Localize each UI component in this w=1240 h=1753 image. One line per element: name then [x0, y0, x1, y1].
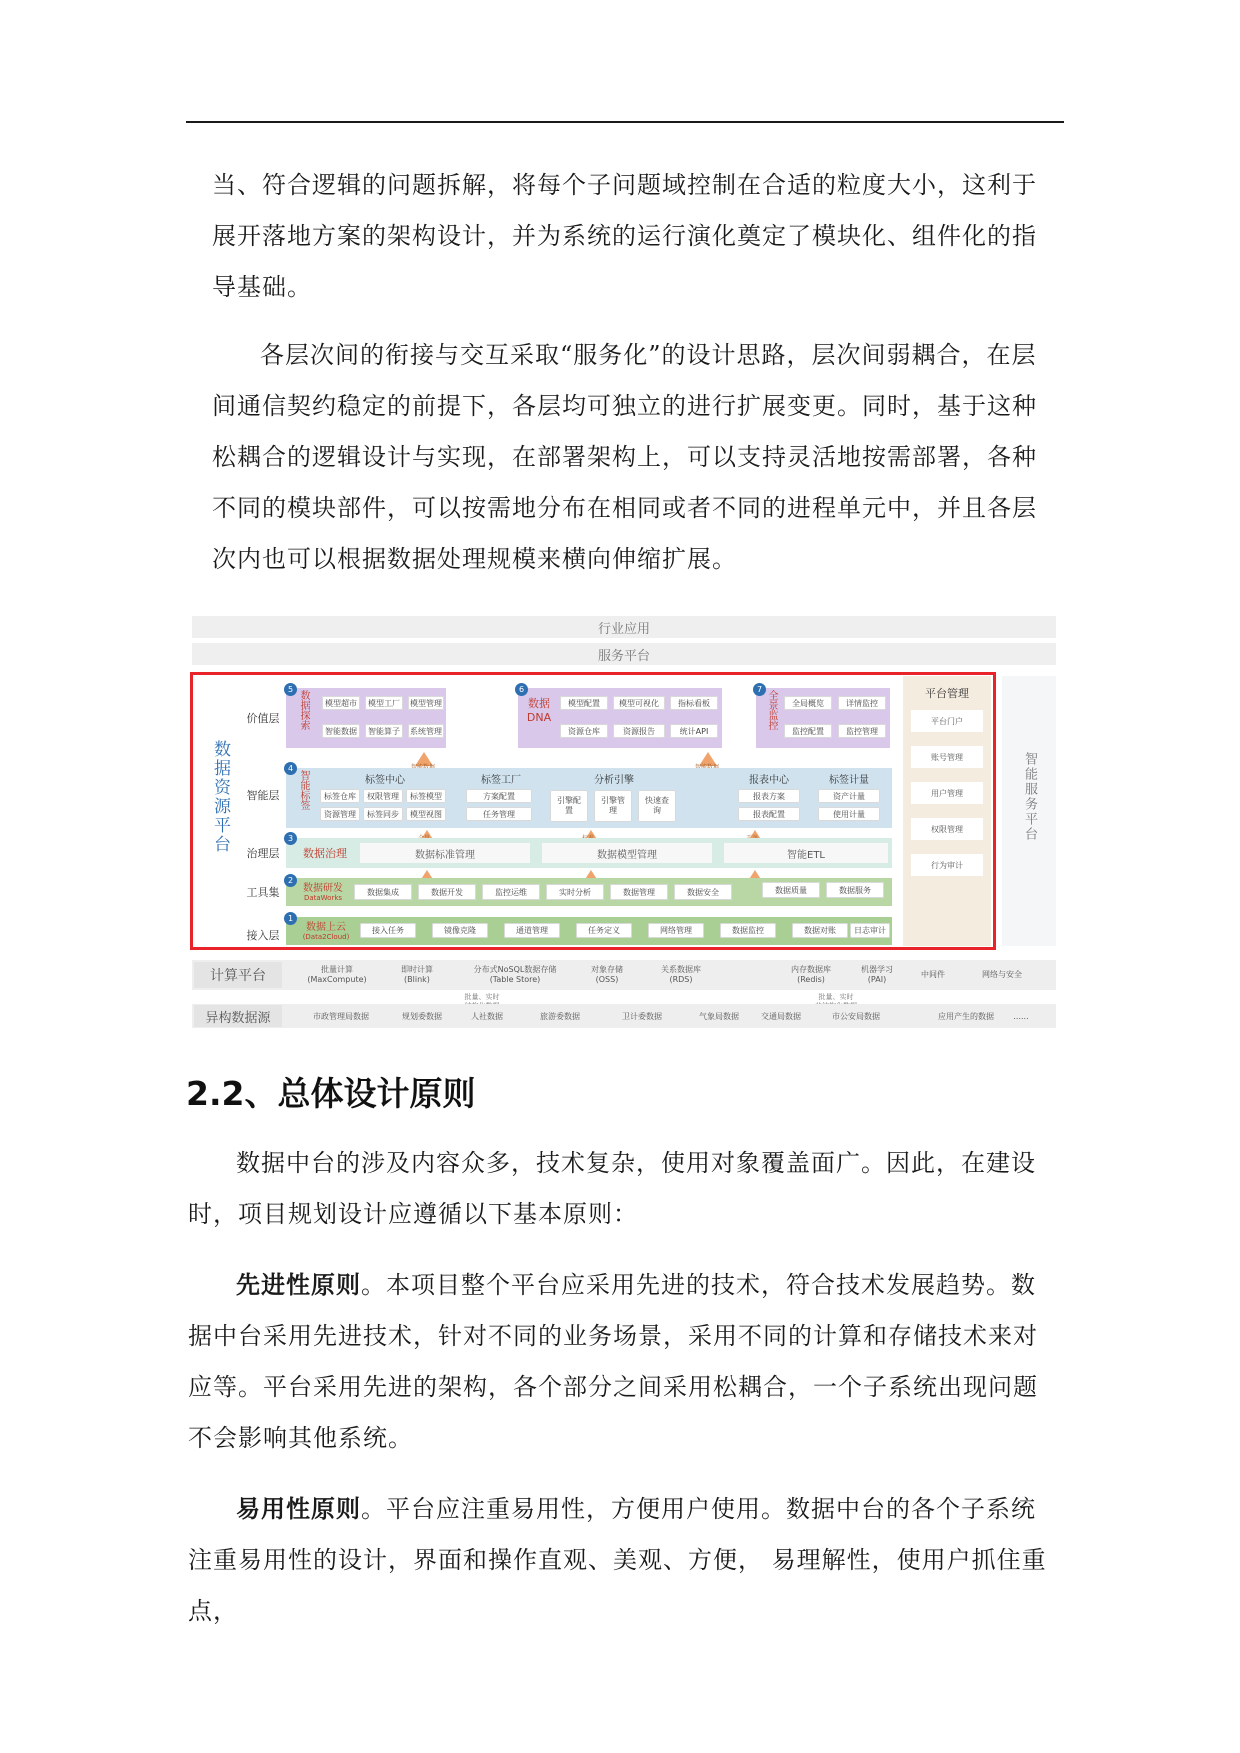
dna-title-1: 数据 [528, 697, 550, 710]
section-intro-text: 数据中台的涉及内容众多，技术复杂，使用对象覆盖面广。因此，在建设时，项目规划设计应遵循以下基本原则： [188, 1149, 1036, 1228]
explore-item: 智能算子 [365, 724, 403, 738]
tag-group-title: 标签计量 [829, 775, 869, 785]
tag-group-item: 权限管理 [363, 789, 403, 803]
paragraph-2 [212, 330, 1052, 585]
platform-mgmt-item: 权限管理 [911, 818, 983, 840]
monitor-item: 监控管理 [838, 724, 886, 738]
number-badge-3: 3 [284, 832, 297, 845]
architecture-diagram [190, 612, 1056, 1030]
principle-usability [188, 1484, 1056, 1637]
compute-item [576, 962, 638, 988]
platform-mgmt-item: 账号管理 [911, 746, 983, 768]
number-badge-1: 1 [284, 912, 297, 925]
compute-item-name: 批量计算 [321, 965, 353, 974]
data-cloud-item: 数据对账 [792, 923, 848, 938]
compute-platform-label: 计算平台 [194, 962, 282, 988]
dna-item: 统计API [670, 724, 718, 738]
layer-label-value: 价值层 [246, 712, 280, 725]
tag-group-item: 引擎配置 [550, 790, 588, 822]
layer-label-access: 接入层 [246, 929, 280, 942]
header-rule [186, 121, 1064, 123]
compute-item-product: (Redis) [797, 975, 825, 984]
data-dev-item: 数据质量 [762, 882, 820, 898]
source-item: 应用产生的数据 [938, 1011, 994, 1021]
source-item: 市公安局数据 [832, 1011, 880, 1021]
data-cloud-item: 日志审计 [850, 923, 890, 938]
platform-mgmt-title: 平台管理 [925, 687, 969, 700]
tag-group-title: 标签中心 [365, 775, 405, 785]
explore-item: 模型工厂 [365, 696, 403, 710]
tag-group-item: 模型视图 [406, 807, 446, 821]
dna-item: 模型可视化 [613, 696, 665, 710]
layer-label-gov: 治理层 [246, 847, 280, 860]
compute-item-name: 分布式NoSQL数据存储 [473, 965, 557, 974]
tag-group-item: 快速查询 [638, 790, 676, 822]
data-dev-item: 数据集成 [354, 884, 412, 900]
compute-item-product: (Blink) [404, 975, 430, 984]
governance-item: 智能ETL [724, 843, 888, 863]
data-dev-title: 数据研发 [303, 883, 343, 893]
data-cloud-subtitle: (Data2Cloud) [302, 933, 350, 941]
principle-usability-title: 易用性原则 [236, 1495, 361, 1523]
tag-group-item: 标签同步 [363, 807, 403, 821]
platform-mgmt-item: 平台门户 [911, 710, 983, 732]
tag-group-item: 标签仓库 [320, 789, 360, 803]
governance-item: 数据标准管理 [360, 843, 530, 863]
compute-item: 中间件 [921, 970, 945, 979]
number-badge-7: 7 [753, 683, 766, 696]
principle-advanced-title: 先进性原则 [236, 1271, 361, 1299]
source-item: 卫计委数据 [622, 1011, 662, 1021]
data-platform-label: 数据资源平台 [210, 740, 230, 854]
tag-group-item: 使用计量 [818, 807, 880, 821]
smart-service-label: 智能服务平台 [1022, 752, 1037, 842]
tag-group-title: 报表中心 [749, 775, 789, 785]
source-item: 规划委数据 [402, 1011, 442, 1021]
compute-item [646, 962, 716, 988]
dna-item: 资源仓库 [560, 724, 608, 738]
number-badge-2: 2 [284, 874, 297, 887]
data-dev-item: 监控运维 [482, 884, 540, 900]
section-title: 2.2、总体设计原则 [186, 1074, 476, 1113]
compute-item-name: 即时计算 [401, 965, 433, 974]
principle-advanced-text: 。本项目整个平台应采用先进的技术，符合技术发展趋势。数据中台采用先进技术，针对不同的业务场景，采用不同的计算和存储技术来对应等。平台采用先进的架构，各个部分之间采用松耦合，一个子系统出现问题不会影响其他系统。 [188, 1271, 1038, 1452]
compute-item [386, 962, 448, 988]
tag-group-item: 标签模型 [406, 789, 446, 803]
data-cloud-item: 接入任务 [360, 923, 416, 938]
dna-item: 指标看板 [670, 696, 718, 710]
compute-item [294, 962, 380, 988]
tag-group-item: 资产计量 [818, 789, 880, 803]
monitor-item: 全局概览 [784, 696, 832, 710]
governance-item: 数据模型管理 [542, 843, 712, 863]
governance-title: 数据治理 [303, 847, 347, 860]
compute-item [778, 962, 844, 988]
data-cloud-item: 网络管理 [648, 923, 704, 938]
explore-title: 数据探索 [298, 690, 309, 730]
layer-label-tools: 工具集 [246, 886, 280, 899]
source-note: 批量、实时 [464, 992, 500, 1001]
layer-label-intel: 智能层 [246, 789, 280, 802]
data-cloud-title: 数据上云 [306, 922, 346, 932]
paragraph-2-text: 各层次间的衔接与交互采取“服务化”的设计思路，层次间弱耦合，在层间通信契约稳定的前提下，各层均可独立的进行扩展变更。同时，基于这种松耦合的逻辑设计与实现，在部署架构上，可以支持灵活地按需部署，各种不同的模块部件，可以按需地分布在相同或者不同的进程单元中，并且各层次内也可以根据数据处理规模来横向伸缩扩展。 [212, 341, 1037, 573]
compute-item [852, 962, 902, 988]
source-item: 旅游委数据 [540, 1011, 580, 1021]
compute-item-product: (OSS) [595, 975, 619, 984]
explore-item: 模型管理 [408, 696, 444, 710]
section-intro [188, 1138, 1056, 1240]
data-dev-subtitle: DataWorks [303, 894, 343, 902]
data-cloud-item: 通道管理 [504, 923, 560, 938]
compute-item-product: (MaxCompute) [307, 975, 367, 984]
compute-item: 网络与安全 [982, 970, 1022, 979]
tag-group-title: 分析引擎 [594, 775, 634, 785]
number-badge-5: 5 [284, 683, 297, 696]
explore-item: 智能数据 [322, 724, 360, 738]
source-item: ...... [1013, 1011, 1029, 1021]
compute-item-name: 内存数据库 [791, 965, 831, 974]
number-badge-6: 6 [515, 683, 528, 696]
data-cloud-item: 任务定义 [576, 923, 632, 938]
dna-title-2: DNA [526, 710, 552, 724]
source-item: 气象局数据 [699, 1011, 739, 1021]
compute-item-product: (PAI) [867, 975, 887, 984]
service-platform-bar: 服务平台 [192, 643, 1056, 665]
platform-mgmt-item: 行为审计 [911, 854, 983, 876]
source-item: 人社数据 [471, 1011, 503, 1021]
platform-mgmt-item: 用户管理 [911, 782, 983, 804]
tag-group-item: 任务管理 [466, 807, 532, 821]
tag-group-title: 标签工厂 [481, 775, 521, 785]
explore-item: 系统管理 [408, 724, 444, 738]
source-item: 市政管理局数据 [313, 1011, 369, 1021]
principle-usability-text: 。平台应注重易用性，方便用户使用。数据中台的各个子系统注重易用性的设计，界面和操作直观、美观、方便， 易理解性，使用户抓住重点， [188, 1495, 1047, 1625]
compute-item [460, 962, 570, 988]
monitor-item: 监控配置 [784, 724, 832, 738]
tag-group-item: 资源管理 [320, 807, 360, 821]
tag-group-item: 方案配置 [466, 789, 532, 803]
compute-item-product: (Table Store) [489, 975, 541, 984]
industry-app-bar: 行业应用 [192, 616, 1056, 638]
source-item: 交通局数据 [761, 1011, 801, 1021]
tag-group-item: 报表配置 [738, 807, 800, 821]
tag-group-item: 报表方案 [738, 789, 800, 803]
paragraph-1-text: 当、符合逻辑的问题拆解，将每个子问题域控制在合适的粒度大小，这利于展开落地方案的架构设计，并为系统的运行演化奠定了模块化、组件化的指导基础。 [212, 171, 1037, 301]
compute-item-name: 对象存储 [591, 965, 623, 974]
monitor-item: 详情监控 [838, 696, 886, 710]
data-dev-item: 数据安全 [674, 884, 732, 900]
data-cloud-item: 数据监控 [720, 923, 776, 938]
sources-label: 异构数据源 [194, 1005, 282, 1027]
monitor-title: 全景监控 [766, 690, 777, 730]
dna-item: 模型配置 [560, 696, 608, 710]
principle-advanced [188, 1260, 1056, 1464]
data-dev-item: 数据管理 [610, 884, 668, 900]
data-dev-item: 实时分析 [546, 884, 604, 900]
data-cloud-item: 镜像克隆 [432, 923, 488, 938]
number-badge-4: 4 [284, 762, 297, 775]
tag-group-item: 引擎管理 [594, 790, 632, 822]
explore-item: 模型超市 [322, 696, 360, 710]
data-dev-item: 数据服务 [826, 882, 884, 898]
data-dev-item: 数据开发 [418, 884, 476, 900]
paragraph-1 [212, 160, 1052, 313]
source-note: 批量、实时 [818, 992, 854, 1001]
smart-tags-title: 智能标签 [298, 770, 309, 810]
dna-item: 资源报告 [613, 724, 665, 738]
compute-item-name: 关系数据库 [661, 965, 701, 974]
compute-item-name: 机器学习 [861, 965, 893, 974]
compute-item-product: (RDS) [669, 975, 693, 984]
